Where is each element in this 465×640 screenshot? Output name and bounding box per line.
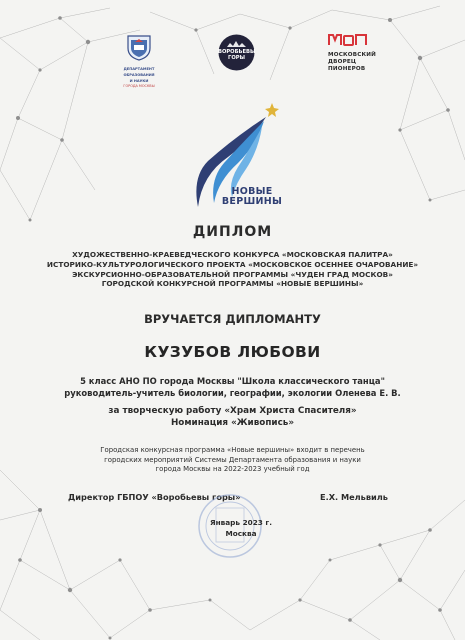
mdp-text-3: ПИОНЕРОВ xyxy=(328,66,366,72)
signer-name: Е.Х. Мельвиль xyxy=(320,492,388,502)
issue-city: Москва xyxy=(225,528,257,538)
emblem-title xyxy=(214,187,290,207)
director-title: Директор ГБПОУ «Воробьевы горы» xyxy=(68,492,241,502)
dept-text-4: ГОРОДА МОСКВЫ xyxy=(123,83,155,88)
competition-line: ИСТОРИКО-КУЛЬТУРОЛОГИЧЕСКОГО ПРОЕКТА «МОСКОВСКОЕ ОСЕННЕЕ ОЧАРОВАНИЕ» xyxy=(46,259,419,269)
school-line: 5 класс АНО ПО города Москвы "Школа классического танца" xyxy=(80,376,385,386)
awarded-heading: ВРУЧАЕТСЯ ДИПЛОМАНТУ xyxy=(144,312,321,326)
vorobyovy-gory-logo xyxy=(218,34,255,71)
competition-line: ХУДОЖЕСТВЕННО-КРАЕВЕДЧЕСКОГО КОНКУРСА «МОСКОВСКАЯ ПАЛИТРА» xyxy=(72,250,393,259)
dept-text-2: ОБРАЗОВАНИЯ xyxy=(123,73,155,78)
nomination: Номинация «Живопись» xyxy=(170,418,295,428)
work-title: за творческую работу «Храм Христа Спасителя» xyxy=(108,406,357,416)
recipient-name: КУЗУБОВ ЛЮБОВИ xyxy=(144,343,321,361)
dept-text-3: И НАУКИ xyxy=(129,79,149,84)
vg-text-1: ВОРОБЬЕВЫ xyxy=(218,49,256,55)
department-emblem-icon xyxy=(126,33,152,61)
emblem-line-2: ВЕРШИНЫ xyxy=(221,196,283,207)
department-logo xyxy=(118,33,160,88)
vg-text-2: ГОРЫ xyxy=(228,55,245,61)
diploma-title: ДИПЛОМ xyxy=(192,224,273,240)
dept-text-1: ДЕПАРТАМЕНТ xyxy=(123,67,155,71)
competition-line: ЭКСКУРСИОННО-ОБРАЗОВАТЕЛЬНОЙ ПРОГРАММЫ «ЧУДЕН ГРАД МОСКОВ» xyxy=(72,269,393,279)
mdp-text-1: МОСКОВСКИЙ xyxy=(328,52,377,58)
note-line: городских мероприятий Системы Департамента образования и науки xyxy=(104,455,361,464)
teacher-line: руководитель-учитель биологии, географии, экологии Оленева Е. В. xyxy=(64,387,401,398)
mdp-text-2: ДВОРЕЦ xyxy=(328,59,357,65)
work-info xyxy=(0,405,465,429)
issue-date: Январь 2023 г. xyxy=(209,518,272,527)
competition-line: ГОРОДСКОЙ КОНКУРСНОЙ ПРОГРАММЫ «НОВЫЕ ВЕРШИНЫ» xyxy=(101,279,364,289)
date-place xyxy=(196,518,286,539)
emblem-line-1: НОВЫЕ xyxy=(231,186,273,197)
mdp-letters-icon xyxy=(328,34,368,46)
moscow-palace-pioneers-logo xyxy=(328,33,388,73)
competition-lines xyxy=(0,250,465,289)
school-info xyxy=(0,376,465,399)
program-note xyxy=(0,446,465,475)
note-line: города Москвы на 2022-2023 учебный год xyxy=(155,465,310,473)
note-line: Городская конкурсная программа «Новые вершины» входит в перечень xyxy=(100,446,365,454)
